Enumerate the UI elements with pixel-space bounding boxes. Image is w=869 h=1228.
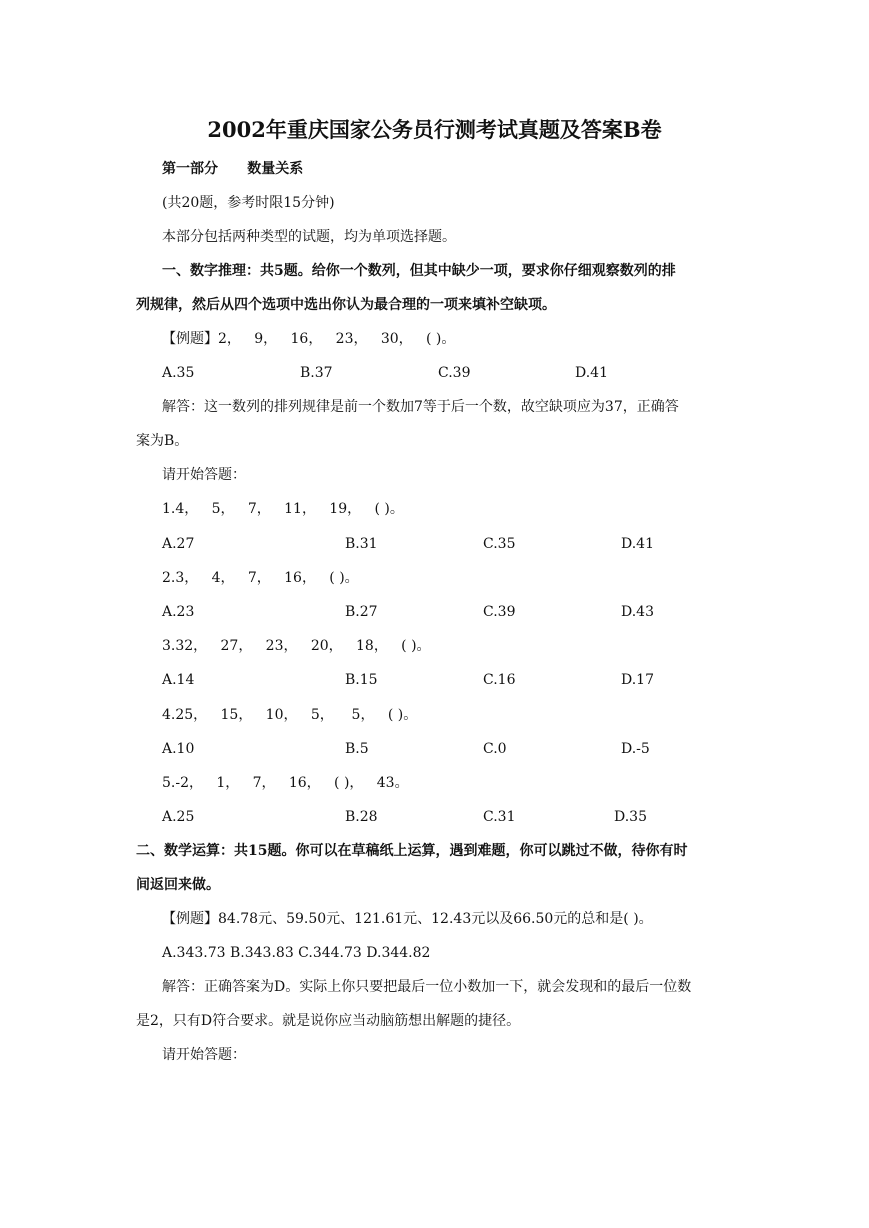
example1-option-a: A.35 bbox=[162, 365, 195, 381]
question-option-c: C.31 bbox=[483, 809, 516, 825]
answer2-line1: 解答：正确答案为D。实际上你只要把最后一位小数加一下，就会发现和的最后一位数 bbox=[162, 979, 692, 995]
question-option-c: C.35 bbox=[483, 536, 516, 552]
question-option-b: B.31 bbox=[345, 536, 378, 552]
question-option-a: A.27 bbox=[162, 536, 195, 552]
question-option-b: B.27 bbox=[345, 604, 378, 620]
example1-option-d: D.41 bbox=[575, 365, 608, 381]
question-option-a: A.23 bbox=[162, 604, 195, 620]
section2-heading-line1: 二、数学运算：共15题。你可以在草稿纸上运算，遇到难题，你可以跳过不做，待你有时 bbox=[136, 843, 688, 859]
start-prompt-1: 请开始答题： bbox=[162, 467, 246, 483]
question-option-d: D.35 bbox=[614, 809, 647, 825]
question-option-b: B.5 bbox=[345, 741, 369, 757]
question-option-d: D.43 bbox=[621, 604, 654, 620]
question-option-c: C.16 bbox=[483, 672, 516, 688]
example2-stem: 【例题】84.78元、59.50元、121.61元、12.43元以及66.50元的总和是( )。 bbox=[162, 911, 653, 927]
example2-options: A.343.73 B.343.83 C.344.73 D.344.82 bbox=[162, 945, 431, 961]
document-title: 2002年重庆国家公务员行测考试真题及答案B卷 bbox=[207, 117, 662, 142]
question-stem: 2.3， 4， 7， 16， ( )。 bbox=[162, 570, 359, 586]
section1-heading-line2: 列规律，然后从四个选项中选出你认为最合理的一项来填补空缺项。 bbox=[136, 297, 556, 313]
start-prompt-2: 请开始答题： bbox=[162, 1047, 246, 1063]
question-option-d: D.41 bbox=[621, 536, 654, 552]
question-stem: 4.25， 15， 10， 5， 5， ( )。 bbox=[162, 707, 418, 723]
section2-heading-line2: 间返回来做。 bbox=[136, 877, 220, 893]
answer1-line2: 案为B。 bbox=[136, 433, 189, 449]
part-heading: 第一部分 数量关系 bbox=[162, 161, 304, 177]
question-option-d: D.-5 bbox=[621, 741, 650, 757]
question-option-c: C.0 bbox=[483, 741, 507, 757]
question-option-c: C.39 bbox=[483, 604, 516, 620]
question-option-a: A.25 bbox=[162, 809, 195, 825]
question-stem: 1.4， 5， 7， 11， 19， ( )。 bbox=[162, 501, 404, 517]
question-stem: 5.-2， 1， 7， 16， ( )， 43。 bbox=[162, 775, 409, 791]
question-stem: 3.32， 27， 23， 20， 18， ( )。 bbox=[162, 638, 431, 654]
intro-text: 本部分包括两种类型的试题，均为单项选择题。 bbox=[162, 229, 456, 245]
question-option-b: B.28 bbox=[345, 809, 378, 825]
question-option-b: B.15 bbox=[345, 672, 378, 688]
answer1-line1: 解答：这一数列的排列规律是前一个数加7等于后一个数，故空缺项应为37，正确答 bbox=[162, 399, 679, 415]
example1-option-c: C.39 bbox=[438, 365, 471, 381]
question-option-d: D.17 bbox=[621, 672, 654, 688]
answer2-line2: 是2，只有D符合要求。就是说你应当动脑筋想出解题的捷径。 bbox=[136, 1013, 521, 1029]
time-note: (共20题，参考时限15分钟) bbox=[162, 195, 335, 211]
example1-option-b: B.37 bbox=[300, 365, 333, 381]
question-option-a: A.10 bbox=[162, 741, 195, 757]
section1-heading-line1: 一、数字推理：共5题。给你一个数列，但其中缺少一项，要求你仔细观察数列的排 bbox=[162, 263, 676, 279]
question-option-a: A.14 bbox=[162, 672, 195, 688]
example1-stem: 【例题】2， 9， 16， 23， 30， ( )。 bbox=[162, 331, 456, 347]
